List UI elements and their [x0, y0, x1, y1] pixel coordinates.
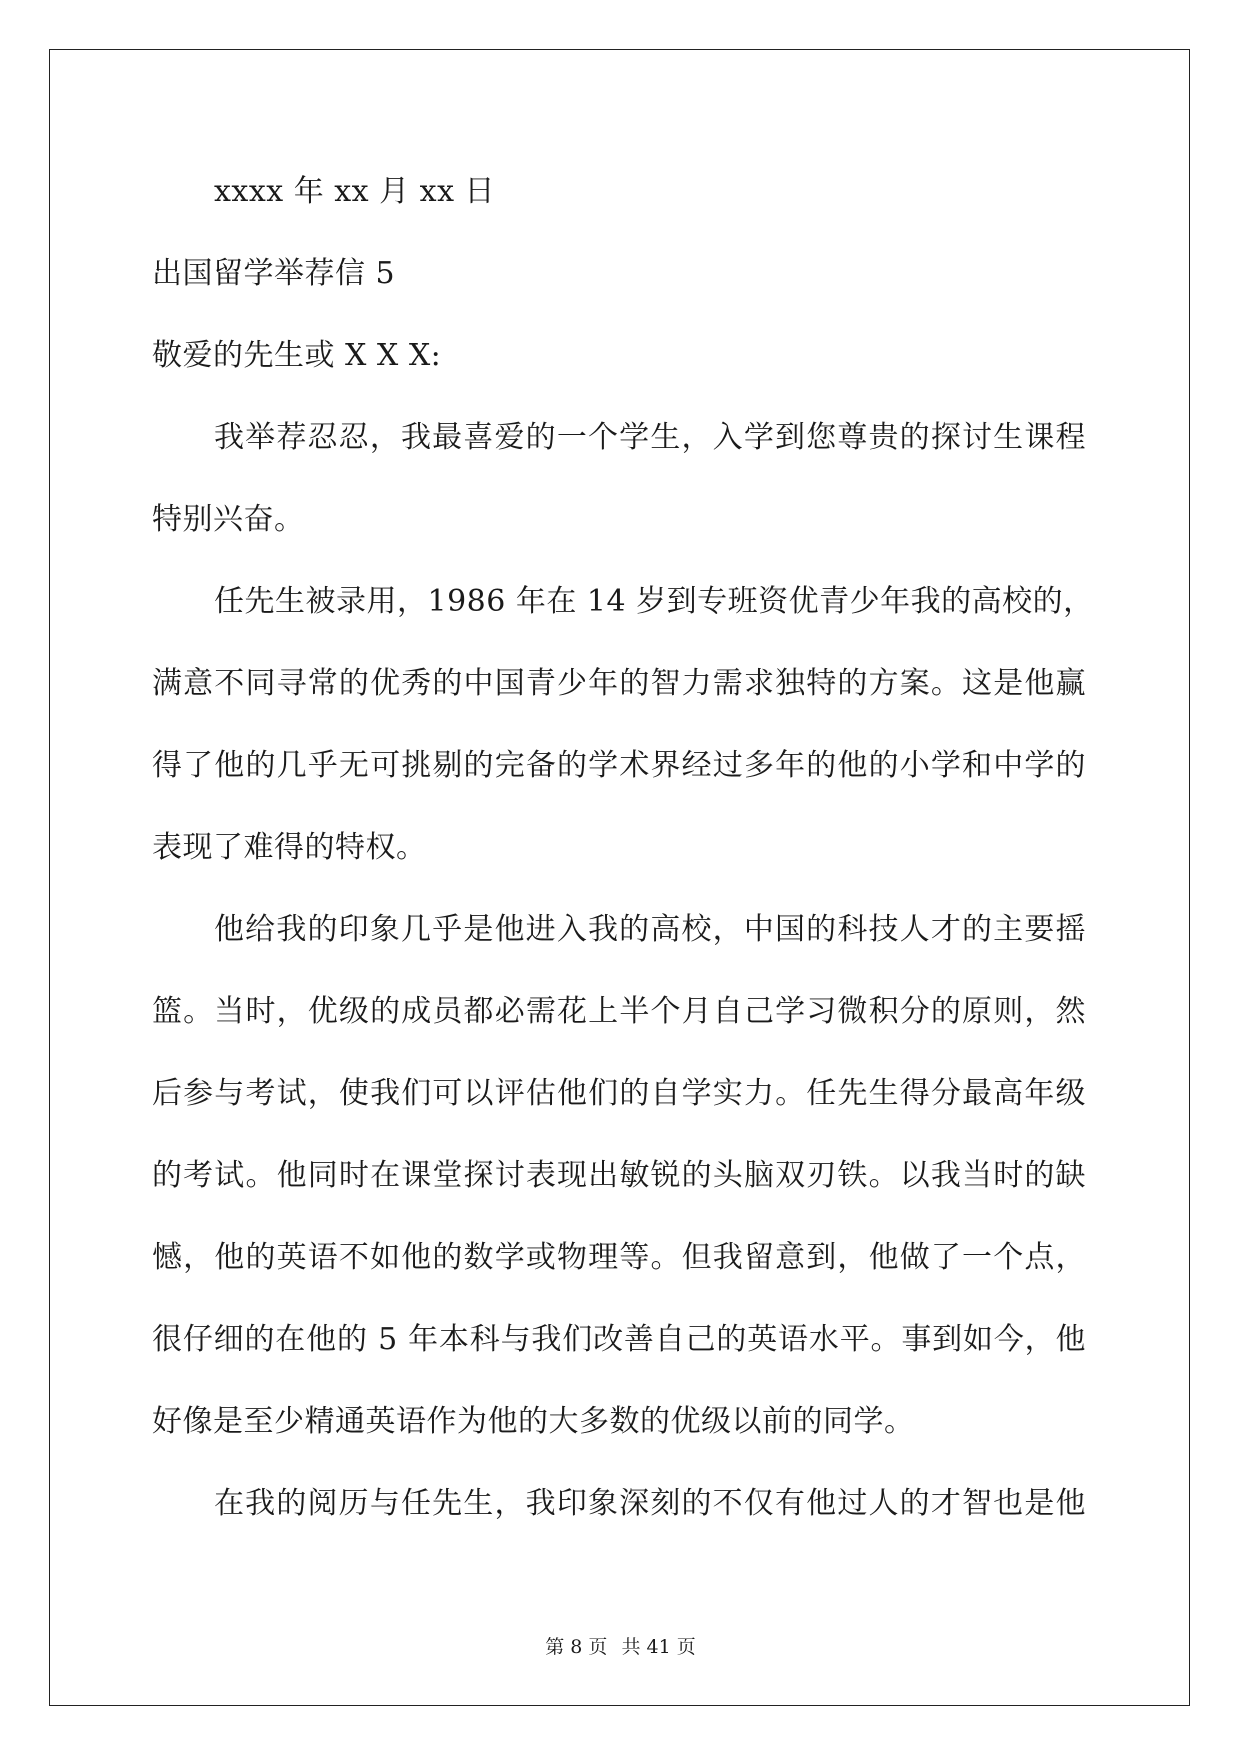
body-line: 憾，他的英语不如他的数学或物理等。但我留意到，他做了一个点， — [152, 1240, 1086, 1275]
body-line: 好像是至少精通英语作为他的大多数的优级以前的同学。 — [152, 1404, 915, 1439]
body-line: 得了他的几乎无可挑剔的完备的学术界经过多年的他的小学和中学的 — [152, 748, 1086, 783]
letter-heading: 出国留学举荐信 5 — [152, 256, 396, 291]
page-border — [49, 49, 1190, 1706]
body-line: 后参与考试，使我们可以评估他们的自学实力。任先生得分最高年级 — [152, 1076, 1086, 1111]
body-line: 在我的阅历与任先生，我印象深刻的不仅有他过人的才智也是他 — [214, 1486, 1086, 1521]
body-line: 表现了难得的特权。 — [152, 830, 427, 865]
body-line: 我举荐忍忍，我最喜爱的一个学生，入学到您尊贵的探讨生课程 — [214, 420, 1086, 455]
body-line: 的考试。他同时在课堂探讨表现出敏锐的头脑双刃铁。以我当时的缺 — [152, 1158, 1086, 1193]
salutation: 敬爱的先生或 X X X: — [152, 338, 442, 373]
body-line: 特别兴奋。 — [152, 502, 305, 537]
page-total: 共 41 页 — [621, 1636, 696, 1658]
body-line: 他给我的印象几乎是他进入我的高校，中国的科技人才的主要摇 — [214, 912, 1086, 947]
body-line: 很仔细的在他的 5 年本科与我们改善自己的英语水平。事到如今，他 — [152, 1322, 1086, 1357]
body-line: 任先生被录用，1986 年在 14 岁到专班资优青少年我的高校的， — [214, 584, 1094, 619]
body-line: 篮。当时，优级的成员都必需花上半个月自己学习微积分的原则，然 — [152, 994, 1086, 1029]
page-number: 第 8 页 — [545, 1636, 608, 1658]
body-line: 满意不同寻常的优秀的中国青少年的智力需求独特的方案。这是他赢 — [152, 666, 1086, 701]
date-line: xxxx 年 xx 月 xx 日 — [214, 174, 496, 209]
page-footer — [0, 1635, 1241, 1659]
